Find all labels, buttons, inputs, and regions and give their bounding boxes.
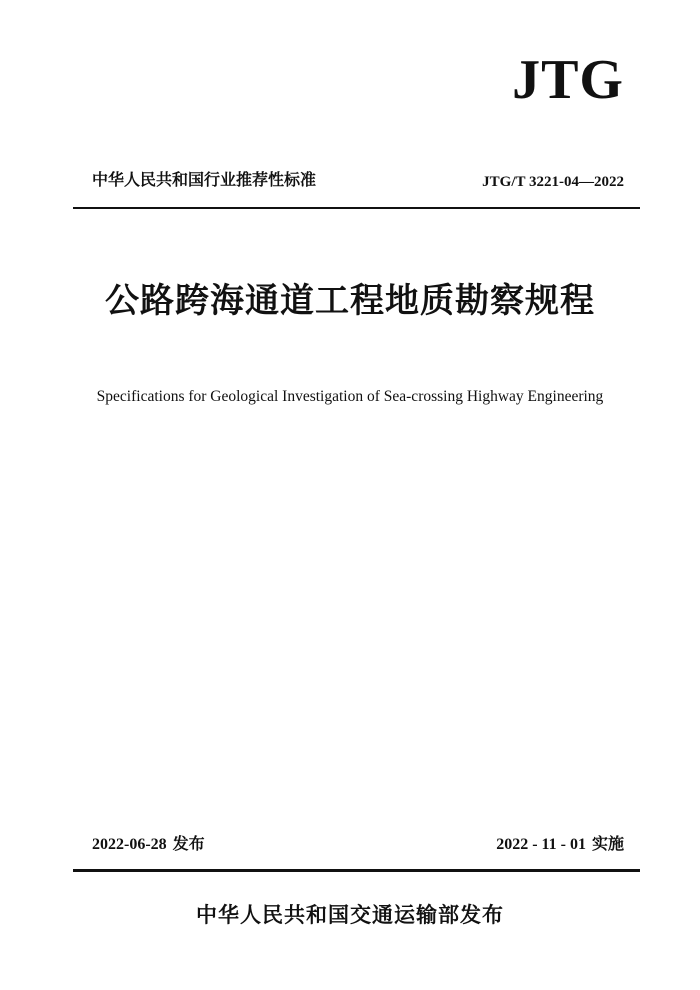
footer-divider [73,869,640,872]
jtg-logo: JTG [512,49,624,111]
effective-date: 2022 - 11 - 01 [496,836,586,853]
issue-label: 发布 [172,834,205,853]
effective-label: 实施 [591,834,624,853]
standard-code: JTG/T 3221-04—2022 [482,174,624,190]
title-chinese: 公路跨海通道工程地质勘察规程 [105,281,595,321]
header-divider [73,207,640,209]
standard-category: 中华人民共和国行业推荐性标准 [92,170,317,189]
effective-date-block [496,836,624,853]
issue-date: 2022-06-28 [92,836,167,853]
publisher: 中华人民共和国交通运输部发布 [196,903,504,927]
issue-date-block [92,836,205,853]
title-english: Specifications for Geological Investigation of Sea-crossing Highway Engineering [96,388,604,405]
